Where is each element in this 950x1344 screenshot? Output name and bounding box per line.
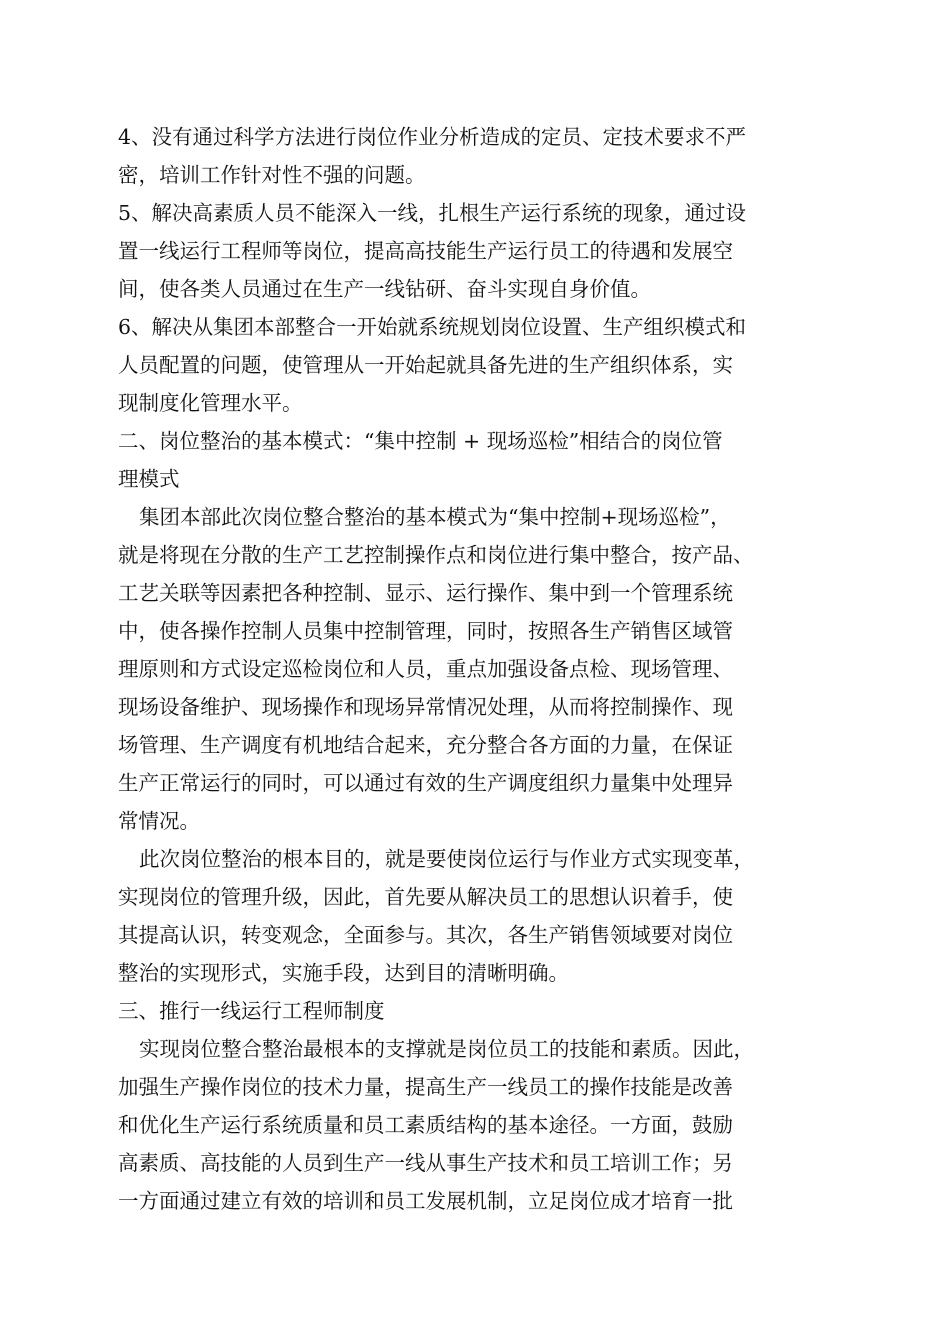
- section-2-heading-line-2: 理模式: [118, 467, 180, 491]
- section-3-heading: 三、推行一线运行工程师制度: [118, 999, 385, 1023]
- section-2-paragraph-1-line-3: 工艺关联等因素把各种控制、显示、运行操作、集中到一个管理系统: [118, 581, 733, 605]
- item-5-line-3: 间，使各类人员通过在生产一线钻研、奋斗实现自身价值。: [118, 277, 651, 301]
- section-2-paragraph-1-line-7: 场管理、生产调度有机地结合起来，充分整合各方面的力量，在保证: [118, 733, 733, 757]
- section-2-paragraph-2-line-3: 其提高认识，转变观念，全面参与。其次，各生产销售领域要对岗位: [118, 923, 733, 947]
- section-2-paragraph-1-line-2: 就是将现在分散的生产工艺控制操作点和岗位进行集中整合，按产品、: [118, 543, 754, 567]
- item-5-line-1: 5、解决高素质人员不能深入一线，扎根生产运行系统的现象，通过设: [118, 201, 747, 225]
- section-3-paragraph-line-5: 一方面通过建立有效的培训和员工发展机制，立足岗位成才培育一批: [118, 1189, 733, 1213]
- item-5-line-2: 置一线运行工程师等岗位，提高高技能生产运行员工的待遇和发展空: [118, 239, 733, 263]
- section-2-heading-line-1: 二、岗位整治的基本模式：“集中控制 + 现场巡检”相结合的岗位管: [118, 429, 723, 453]
- item-6-line-2: 人员配置的问题，使管理从一开始起就具备先进的生产组织体系，实: [118, 353, 733, 377]
- section-2-paragraph-1-line-6: 现场设备维护、现场操作和现场异常情况处理，从而将控制操作、现: [118, 695, 733, 719]
- section-2-paragraph-2-line-4: 整治的实现形式，实施手段，达到目的清晰明确。: [118, 961, 569, 985]
- section-3-paragraph-line-3: 和优化生产运行系统质量和员工素质结构的基本途径。一方面，鼓励: [118, 1113, 733, 1137]
- section-2-paragraph-1-line-5: 理原则和方式设定巡检岗位和人员，重点加强设备点检、现场管理、: [118, 657, 733, 681]
- section-2-paragraph-2-line-2: 实现岗位的管理升级，因此，首先要从解决员工的思想认识着手，使: [118, 885, 733, 909]
- section-3-paragraph-line-1: 实现岗位整合整治最根本的支撑就是岗位员工的技能和素质。因此，: [139, 1037, 754, 1061]
- section-3-paragraph-line-4: 高素质、高技能的人员到生产一线从事生产技术和员工培训工作；另: [118, 1151, 733, 1175]
- section-2-paragraph-1-line-9: 常情况。: [118, 809, 200, 833]
- section-2-paragraph-1-line-4: 中，使各操作控制人员集中控制管理，同时，按照各生产销售区域管: [118, 619, 733, 643]
- section-2-paragraph-1-line-1: 集团本部此次岗位整合整治的基本模式为“集中控制+现场巡检”，: [139, 505, 731, 529]
- item-6-line-3: 现制度化管理水平。: [118, 391, 303, 415]
- document-body: [118, 118, 790, 1220]
- item-4-line-1: 4、没有通过科学方法进行岗位作业分析造成的定员、定技术要求不严: [118, 125, 747, 149]
- section-2-paragraph-1-line-8: 生产正常运行的同时，可以通过有效的生产调度组织力量集中处理异: [118, 771, 733, 795]
- section-2-paragraph-2-line-1: 此次岗位整治的根本目的，就是要使岗位运行与作业方式实现变革，: [139, 847, 754, 871]
- section-3-paragraph-line-2: 加强生产操作岗位的技术力量，提高生产一线员工的操作技能是改善: [118, 1075, 733, 1099]
- item-4-line-2: 密，培训工作针对性不强的问题。: [118, 163, 426, 187]
- item-6-line-1: 6、解决从集团本部整合一开始就系统规划岗位设置、生产组织模式和: [118, 315, 747, 339]
